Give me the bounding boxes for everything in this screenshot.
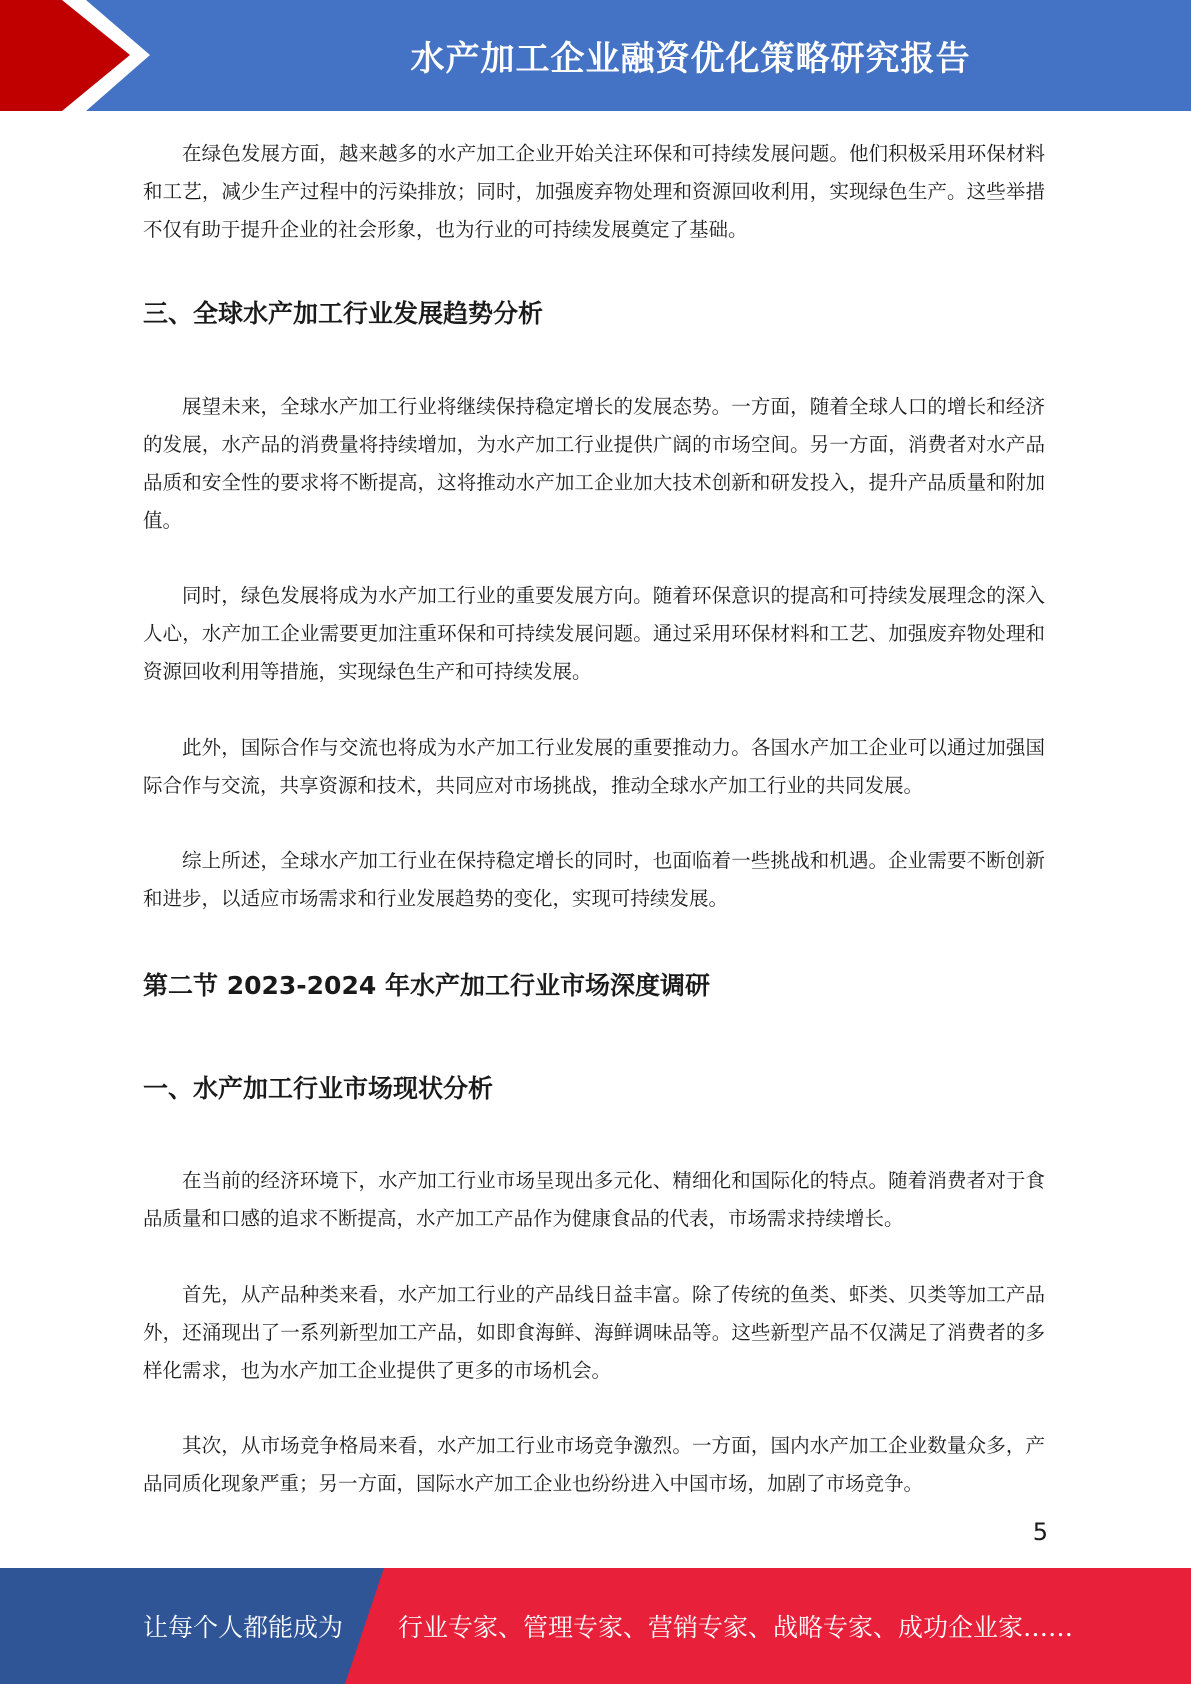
report-title: 水产加工企业融资优化策略研究报告: [410, 39, 971, 79]
heading-global-trend: 三、全球水产加工行业发展趋势分析: [143, 299, 544, 328]
paragraph-product-types: 首先，从产品种类来看，水产加工行业的产品线日益丰富。除了传统的鱼类、虾类、贝类等加工产品外，还涌现出了一系列新型加工产品，如即食海鲜、海鲜调味品等。这些新型产品不仅满足了消费者的多样化需求，也为水产加工企业提供了更多的市场机会。: [143, 1283, 1045, 1382]
paragraph-green-direction: 同时，绿色发展将成为水产加工行业的重要发展方向。随着环保意识的提高和可持续发展理念的深入人心，水产加工企业需要更加注重环保和可持续发展问题。通过采用环保材料和工艺、加强废弃物处理和资源回收利用等措施，实现绿色生产和可持续发展。: [143, 584, 1045, 683]
heading-market-status: 一、水产加工行业市场现状分析: [143, 1074, 494, 1103]
heading-section-two: 第二节 2023-2024 年水产加工行业市场深度调研: [143, 971, 710, 1000]
footer-slogan-left: 让每个人都能成为: [143, 1613, 344, 1642]
page-number: 5: [1032, 1518, 1048, 1546]
footer-slogan-right: 行业专家、管理专家、营销专家、战略专家、成功企业家……: [398, 1613, 1074, 1642]
paragraph-green-development: 在绿色发展方面，越来越多的水产加工企业开始关注环保和可持续发展问题。他们积极采用环保材料和工艺，减少生产过程中的污染排放；同时，加强废弃物处理和资源回收利用，实现绿色生产。这些举措不仅有助于提升企业的社会形象，也为行业的可持续发展奠定了基础。: [143, 142, 1045, 241]
footer-banner: [0, 1568, 1191, 1684]
paragraph-outlook: 展望未来，全球水产加工行业将继续保持稳定增长的发展态势。一方面，随着全球人口的增长和经济的发展，水产品的消费量将持续增加，为水产加工行业提供广阔的市场空间。另一方面，消费者对水产品品质和安全性的要求将不断提高，这将推动水产加工企业加大技术创新和研发投入，提升产品质量和附加值。: [143, 395, 1045, 532]
header-banner: [0, 0, 1191, 111]
paragraph-competition: 其次，从市场竞争格局来看，水产加工行业市场竞争激烈。一方面，国内水产加工企业数量众多，产品同质化现象严重；另一方面，国际水产加工企业也纷纷进入中国市场，加剧了市场竞争。: [143, 1434, 1045, 1495]
paragraph-summary: 综上所述，全球水产加工行业在保持稳定增长的同时，也面临着一些挑战和机遇。企业需要不断创新和进步，以适应市场需求和行业发展趋势的变化，实现可持续发展。: [143, 849, 1045, 910]
paragraph-international: 此外，国际合作与交流也将成为水产加工行业发展的重要推动力。各国水产加工企业可以通过加强国际合作与交流，共享资源和技术，共同应对市场挑战，推动全球水产加工行业的共同发展。: [143, 736, 1045, 797]
paragraph-market-environment: 在当前的经济环境下，水产加工行业市场呈现出多元化、精细化和国际化的特点。随着消费者对于食品质量和口感的追求不断提高，水产加工产品作为健康食品的代表，市场需求持续增长。: [143, 1169, 1045, 1230]
